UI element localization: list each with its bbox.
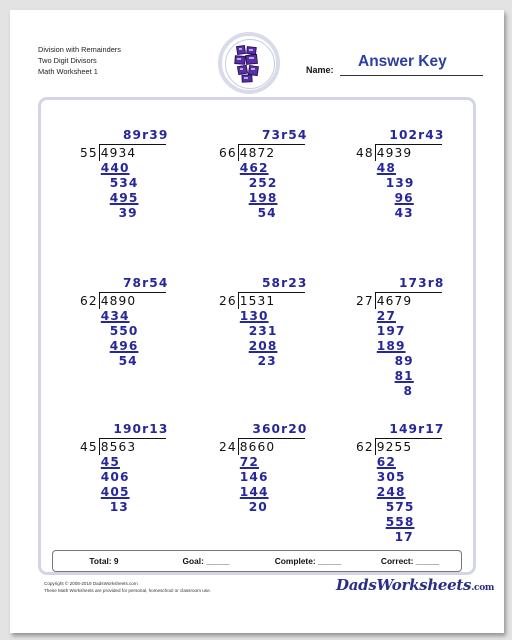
division-bracket-top — [375, 144, 443, 145]
subtraction-step: 96 — [394, 191, 414, 205]
subtraction-step: 440 — [100, 161, 130, 175]
remainder-step: 54 — [257, 206, 277, 220]
division-bracket-top — [375, 438, 443, 439]
division-bracket-top — [238, 144, 306, 145]
division-bracket-side — [375, 144, 376, 161]
division-problem — [219, 128, 369, 238]
division-bracket-side — [238, 144, 239, 161]
subtraction-step: 45 — [100, 455, 120, 469]
name-label: Name: — [306, 65, 334, 75]
quotient-answer: 78r54 — [122, 276, 169, 290]
subtraction-step: 208 — [248, 339, 278, 353]
subtraction-step: 62 — [376, 455, 396, 469]
subtraction-step: 198 — [248, 191, 278, 205]
remainder-step: 197 — [376, 324, 406, 338]
dividend: 4939 — [376, 146, 413, 160]
divisor: 62 — [356, 440, 374, 454]
complete-field: Complete: _____ — [274, 556, 342, 566]
remainder-step: 305 — [376, 470, 406, 484]
division-bracket-side — [99, 438, 100, 455]
remainder-step: 534 — [109, 176, 139, 190]
divisor: 24 — [219, 440, 237, 454]
quotient-answer: 173r8 — [398, 276, 445, 290]
dividend: 4890 — [100, 294, 137, 308]
subtraction-step: 81 — [394, 369, 414, 383]
divisor: 48 — [356, 146, 374, 160]
division-problem — [80, 422, 230, 532]
division-bracket-side — [99, 292, 100, 309]
subtraction-step: 144 — [239, 485, 269, 499]
dividend: 8563 — [100, 440, 137, 454]
subtraction-step: 189 — [376, 339, 406, 353]
dividend: 4934 — [100, 146, 137, 160]
remainder-step: 54 — [118, 354, 138, 368]
subtraction-step: 462 — [239, 161, 269, 175]
dividend: 8660 — [239, 440, 276, 454]
division-bracket-top — [238, 292, 306, 293]
dividend: 1531 — [239, 294, 276, 308]
answer-key-title: Answer Key — [358, 53, 447, 70]
quotient-answer: 58r23 — [261, 276, 308, 290]
brand-name: DadsWorksheets — [336, 576, 472, 594]
worksheet-number: Math Worksheet 1 — [38, 67, 98, 76]
usage-line: These Math Worksheets are provided for personal, homeschool or classroom use. — [44, 588, 211, 593]
division-bracket-side — [375, 438, 376, 455]
remainder-step: 39 — [118, 206, 138, 220]
division-problem — [356, 422, 506, 544]
division-bracket-top — [375, 292, 443, 293]
division-bracket-side — [99, 144, 100, 161]
copyright-line: Copyright © 2008-2019 DadsWorksheets.com — [44, 581, 138, 586]
remainder-step: 13 — [109, 500, 129, 514]
dividend: 9255 — [376, 440, 413, 454]
remainder-step: 43 — [394, 206, 414, 220]
total-count: Total: 9 — [89, 556, 119, 566]
divisor: 45 — [80, 440, 98, 454]
remainder-step: 17 — [394, 530, 414, 544]
divisor: 27 — [356, 294, 374, 308]
worksheet-subtitle: Two Digit Divisors — [38, 56, 97, 65]
subtraction-step: 495 — [109, 191, 139, 205]
subtraction-step: 72 — [239, 455, 259, 469]
subtraction-step: 434 — [100, 309, 130, 323]
quotient-answer: 89r39 — [122, 128, 169, 142]
remainder-step: 575 — [385, 500, 415, 514]
divisor: 62 — [80, 294, 98, 308]
dads-worksheets-seal-icon — [232, 44, 266, 84]
subtraction-step: 130 — [239, 309, 269, 323]
division-bracket-top — [99, 438, 167, 439]
remainder-step: 146 — [239, 470, 269, 484]
division-bracket-top — [99, 144, 167, 145]
subtraction-step: 248 — [376, 485, 406, 499]
division-problem — [219, 422, 369, 532]
division-problem — [80, 128, 230, 238]
division-bracket-side — [238, 438, 239, 455]
divisor: 26 — [219, 294, 237, 308]
divisor: 66 — [219, 146, 237, 160]
dividend: 4872 — [239, 146, 276, 160]
division-problem — [219, 276, 369, 386]
quotient-answer: 102r43 — [389, 128, 445, 142]
division-problem — [356, 276, 506, 398]
division-bracket-side — [238, 292, 239, 309]
correct-field: Correct: _____ — [380, 556, 440, 566]
remainder-step: 231 — [248, 324, 278, 338]
remainder-step: 550 — [109, 324, 139, 338]
division-bracket-top — [238, 438, 306, 439]
remainder-step: 252 — [248, 176, 278, 190]
dividend: 4679 — [376, 294, 413, 308]
quotient-answer: 360r20 — [252, 422, 308, 436]
division-bracket-side — [375, 292, 376, 309]
remainder-step: 23 — [257, 354, 277, 368]
goal-field: Goal: _____ — [182, 556, 230, 566]
division-problem — [80, 276, 230, 386]
divisor: 55 — [80, 146, 98, 160]
brand-suffix: .com — [471, 583, 495, 593]
quotient-answer: 73r54 — [261, 128, 308, 142]
worksheet-title: Division with Remainders — [38, 45, 121, 54]
remainder-step: 89 — [394, 354, 414, 368]
remainder-step: 406 — [100, 470, 130, 484]
remainder-step: 20 — [248, 500, 268, 514]
brand-logo[interactable] — [336, 576, 494, 594]
division-problem — [356, 128, 506, 238]
division-bracket-top — [99, 292, 167, 293]
remainder-step: 8 — [403, 384, 414, 398]
quotient-answer: 190r13 — [113, 422, 169, 436]
copyright-notice — [44, 580, 211, 594]
subtraction-step: 27 — [376, 309, 396, 323]
quotient-answer: 149r17 — [389, 422, 445, 436]
subtraction-step: 405 — [100, 485, 130, 499]
remainder-step: 139 — [385, 176, 415, 190]
subtraction-step: 48 — [376, 161, 396, 175]
subtraction-step: 558 — [385, 515, 415, 529]
score-footer — [52, 550, 462, 572]
name-field-line — [340, 75, 483, 76]
subtraction-step: 496 — [109, 339, 139, 353]
